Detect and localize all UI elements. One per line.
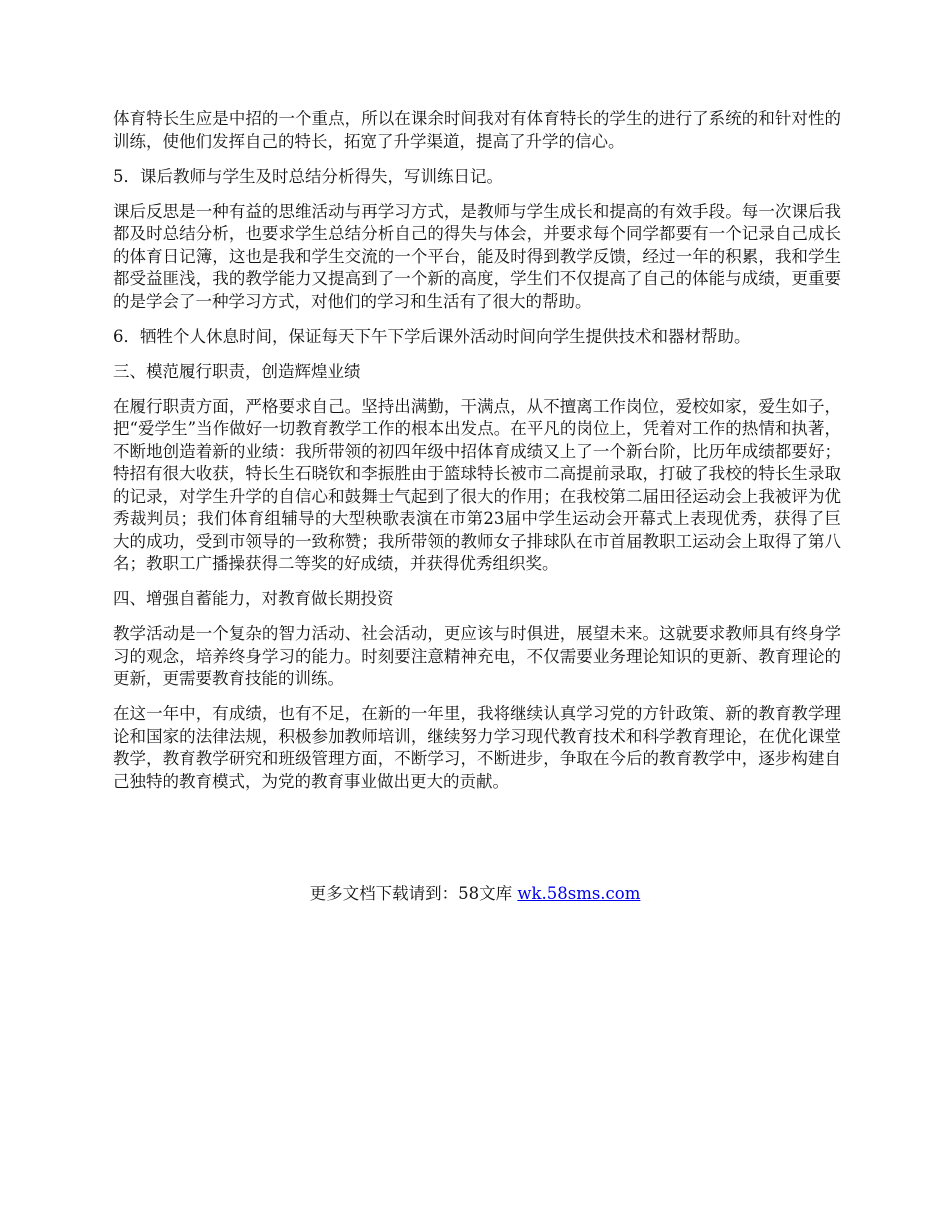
footer: [0, 883, 950, 905]
footer-link[interactable]: wk.58sms.com: [517, 884, 641, 903]
paragraph-2: 5．课后教师与学生及时总结分析得失，写训练日记。: [113, 166, 503, 186]
paragraph-6: 在履行职责方面，严格要求自己。坚持出满勤，干满点，从不擅离工作岗位，爱校如家，爱生如子，把“爱学生”当作做好一切教育教学工作的根本出发点。在平凡的岗位上，凭着对工作的热情和执著，不断地创造着新的业绩：我所带领的初四年级中招体育成绩又上了一个新台阶，比历年成绩都要好；特招有很大收获，特长生石晓钦和李振胜由于篮球特长被市二高提前录取，打破了我校的特长生录取的记录，对学生升学的自信心和鼓舞士气起到了很大的作用；在我校第二届田径运动会上我被评为优秀裁判员；我们体育组辅导的大型秧歌表演在市第23届中学生运动会开幕式上表现优秀，获得了巨大的成功，受到市领导的一致称赞；我所带领的教师女子排球队在市首届教职工运动会上取得了第八名；教职工广播操获得二等奖的好成绩，并获得优秀组织奖。: [113, 396, 841, 573]
document-body: [113, 108, 841, 806]
paragraph-9: 在这一年中，有成绩，也有不足，在新的一年里，我将继续认真学习党的方针政策、新的教育教学理论和国家的法律法规，积极参加教师培训，继续努力学习现代教育技术和科学教育理论，在优化课堂教学，教育教学研究和班级管理方面，不断学习，不断进步，争取在今后的教育教学中，逐步构建自己独特的教育模式，为党的教育事业做出更大的贡献。: [113, 704, 841, 791]
section-heading-4: 四、增强自蓄能力，对教育做长期投资: [113, 589, 394, 608]
section-heading-3: 三、模范履行职责，创造辉煌业绩: [113, 361, 361, 381]
footer-text: 更多文档下载请到：58文库: [309, 884, 513, 903]
paragraph-8: 教学活动是一个复杂的智力活动、社会活动，更应该与时俱进，展望未来。这就要求教师具有终身学习的观念，培养终身学习的能力。时刻要注意精神充电，不仅需要业务理论知识的更新、教育理论的更新，更需要教育技能的训练。: [113, 624, 841, 688]
paragraph-3: 课后反思是一种有益的思维活动与再学习方式，是教师与学生成长和提高的有效手段。每一次课后我都及时总结分析，也要求学生总结分析自己的得失与体会，并要求每个同学都要有一个记录自己成长的体育日记簿，这也是我和学生交流的一个平台，能及时得到教学反馈，经过一年的积累，我和学生都受益匪浅，我的教学能力又提高到了一个新的高度，学生们不仅提高了自己的体能与成绩，更重要的是学会了一种学习方式，对他们的学习和生活有了很大的帮助。: [113, 201, 841, 311]
paragraph-4: 6．牺牲个人休息时间，保证每天下午下学后课外活动时间向学生提供技术和器材帮助。: [113, 326, 751, 346]
paragraph-1: 体育特长生应是中招的一个重点，所以在课余时间我对有体育特长的学生的进行了系统的和针对性的训练，使他们发挥自己的特长，拓宽了升学渠道，提高了升学的信心。: [113, 109, 841, 151]
